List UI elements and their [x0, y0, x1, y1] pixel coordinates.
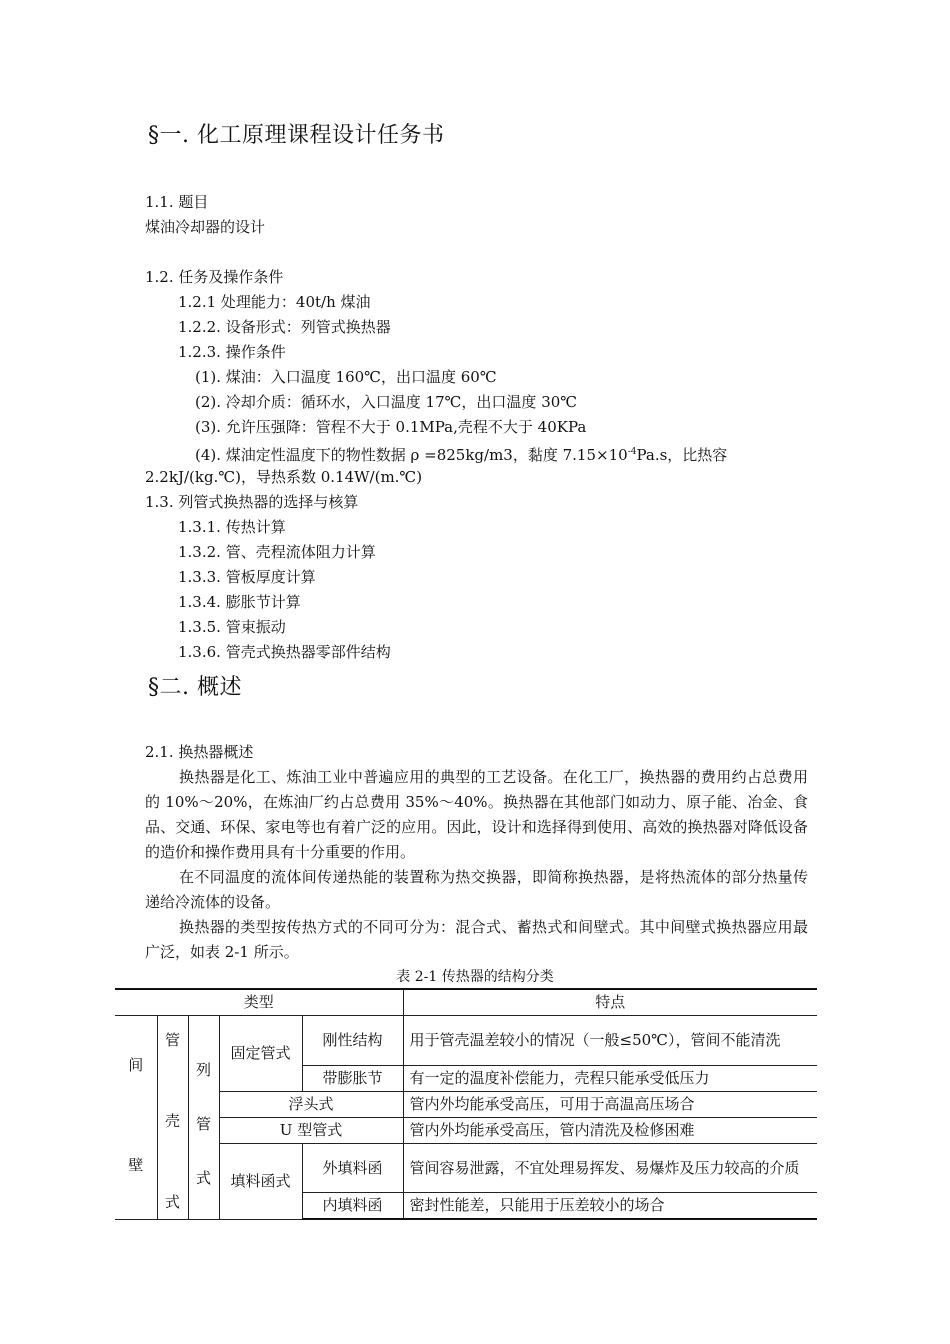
- header-type: 类型: [115, 989, 403, 1016]
- condition-4-a: (4). 煤油定性温度下的物性数据 ρ =825kg/m3，黏度 $7.15\times 10^{-4}Pa.s$，比热容: [195, 446, 728, 464]
- table-row: [115, 1118, 817, 1144]
- expansion-feature: 有一定的温度补偿能力，壳程只能承受低压力: [403, 1066, 817, 1092]
- rigid-feature: 用于管壳温差较小的情况（一般≤50℃），管间不能清洗: [403, 1016, 817, 1066]
- header-feature: 特点: [403, 989, 817, 1016]
- s11-text: 煤油冷却器的设计: [145, 218, 266, 236]
- col3-mid: 管: [195, 1114, 211, 1133]
- rigid-cell: 刚性结构: [302, 1016, 403, 1066]
- col3-top: 列: [195, 1061, 211, 1080]
- s12-label: 1.2. 任务及操作条件: [145, 268, 284, 286]
- expansion-cell: 带膨胀节: [302, 1066, 403, 1092]
- col3-bottom: 式: [195, 1168, 211, 1187]
- condition-1: (1). 煤油：入口温度 160℃，出口温度 60℃: [195, 368, 497, 386]
- table-caption: 表 2-1 传热器的结构分类: [396, 969, 554, 985]
- exponent: -4: [627, 447, 637, 457]
- col1-bottom: 壁: [128, 1155, 144, 1174]
- fixed-tube-cell: 固定管式: [219, 1016, 302, 1092]
- s133: 1.3.3. 管板厚度计算: [178, 568, 316, 586]
- condition-4-cont: 2.2kJ/(kg.℃)，导热系数 0.14W/(m.℃): [145, 468, 423, 486]
- section2-title: §二. 概述: [148, 675, 242, 700]
- col2-top: 管: [164, 1031, 180, 1049]
- s135: 1.3.5. 管束振动: [178, 618, 286, 636]
- s122: 1.2.2. 设备形式：列管式换热器: [178, 318, 391, 336]
- section1-title: §一. 化工原理课程设计任务书: [148, 123, 445, 148]
- inner-packed-cell: 内填料函: [302, 1193, 403, 1220]
- paragraph-3: 换热器的类型按传热方式的不同可分为：混合式、蓄热式和间壁式。其中间壁式换热器应用最广泛，如表 2-1 所示。: [145, 918, 808, 961]
- s134: 1.3.4. 膨胀节计算: [178, 593, 301, 611]
- outer-packed-cell: 外填料函: [302, 1144, 403, 1193]
- s131: 1.3.1. 传热计算: [178, 518, 286, 536]
- table-row: [115, 1144, 817, 1193]
- classification-table: [115, 988, 817, 1220]
- s123: 1.2.3. 操作条件: [178, 343, 286, 361]
- s11-label: 1.1. 题目: [145, 193, 209, 211]
- col1-jianbi: [115, 1016, 157, 1220]
- table-row: [115, 1016, 817, 1066]
- packed-cell: 填料函式: [219, 1144, 302, 1220]
- table-header-row: [115, 989, 817, 1016]
- outer-packed-feature: 管间容易泄露，不宜处理易挥发、易爆炸及压力较高的介质: [403, 1144, 817, 1193]
- inner-packed-feature: 密封性能差，只能用于压差较小的场合: [403, 1193, 817, 1220]
- col2-bottom: 式: [164, 1193, 180, 1211]
- condition-3: (3). 允许压强降：管程不大于 0.1MPa,壳程不大于 40KPa: [195, 418, 587, 436]
- col2-mid: 壳: [164, 1112, 180, 1130]
- floating-cell: 浮头式: [219, 1092, 403, 1118]
- s21-label: 2.1. 换热器概述: [145, 743, 254, 761]
- col3-lieguan: [188, 1016, 219, 1220]
- condition-2: (2). 冷却介质：循环水，入口温度 17℃，出口温度 30℃: [195, 393, 578, 411]
- floating-feature: 管内外均能承受高压，可用于高温高压场合: [403, 1092, 817, 1118]
- s121: 1.2.1 处理能力：40t/h 煤油: [178, 293, 371, 311]
- u-tube-cell: U 型管式: [219, 1118, 403, 1144]
- paragraph-2: 在不同温度的流体间传递热能的装置称为热交换器，即简称换热器，是将热流体的部分热量传递给冷流体的设备。: [145, 868, 808, 911]
- condition-4: [195, 440, 808, 468]
- table-row: [115, 1092, 817, 1118]
- col2-guanke: [157, 1016, 188, 1220]
- u-tube-feature: 管内外均能承受高压，管内清洗及检修困难: [403, 1118, 817, 1144]
- s13-label: 1.3. 列管式换热器的选择与核算: [145, 493, 359, 511]
- s136: 1.3.6. 管壳式换热器零部件结构: [178, 643, 391, 661]
- col1-top: 间: [128, 1056, 144, 1075]
- s132: 1.3.2. 管、壳程流体阻力计算: [178, 543, 376, 561]
- paragraph-1: 换热器是化工、炼油工业中普遍应用的典型的工艺设备。在化工厂，换热器的费用约占总费用的 10%～20%，在炼油厂约占总费用 35%～40%。换热器在其他部门如动力、原子能、冶金、食品、交通、环保、家电等也有着广泛的应用。因此，设计和选择得到使用、高效的换热器对降低设备的造价和操作费用具有十分重要的作用。: [145, 768, 808, 861]
